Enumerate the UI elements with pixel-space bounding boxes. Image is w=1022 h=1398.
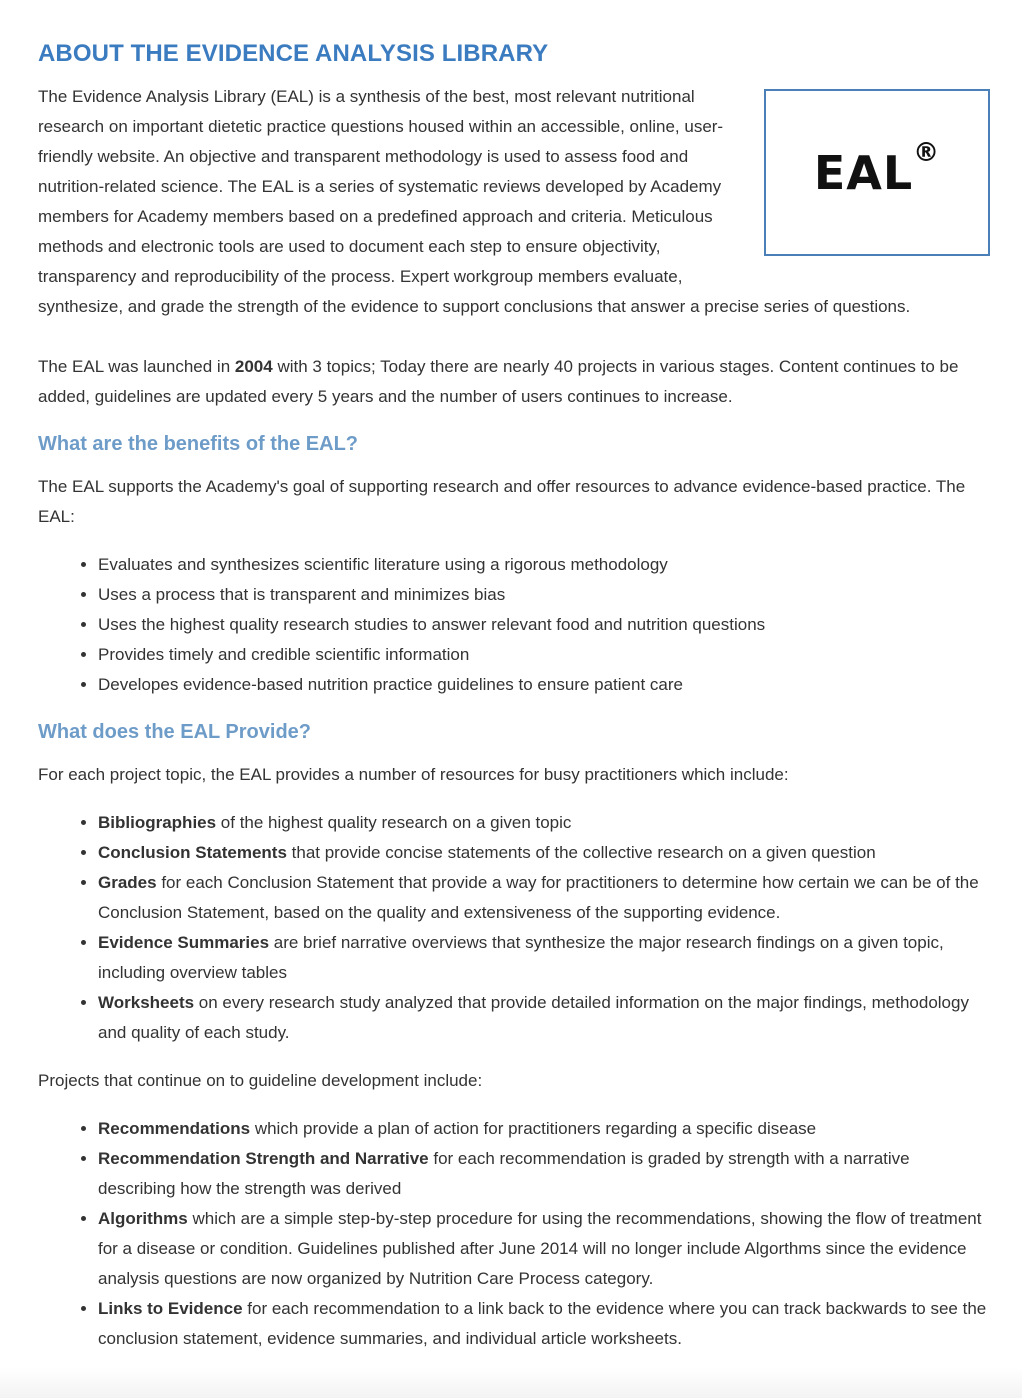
item-desc: which are a simple step-by-step procedure for using the recommendations, showing the flow of treatment for a disease or condition. Guidelines published after June 2014 will no longer include Algorthms since the evidence analysis questions are now organized by Nutrition Care Process category. <box>98 1209 982 1288</box>
list-item: • Provides timely and credible scientific information <box>98 640 990 670</box>
guidelines-intro: Projects that continue on to guideline development include: <box>38 1071 483 1090</box>
list-item <box>98 808 990 838</box>
launch-text-before: The EAL was launched in <box>38 357 235 376</box>
item-term: Recommendation Strength and Narrative <box>98 1149 429 1168</box>
item-desc: for each recommendation is graded by strength with a narrative describing how the strength was derived <box>98 1149 910 1198</box>
launch-text-after: with 3 topics; Today there are nearly 40 projects in various stages. Content continues to be added, guidelines are updated every 5 years and the number of users continues to increase. <box>38 357 959 406</box>
intro-paragraph: The Evidence Analysis Library (EAL) is a synthesis of the best, most relevant nutritional research on important dietetic practice questions housed within an accessible, online, user-friendly website. An objective and transparent methodology is used to assess food and nutrition-related science. The EAL is a series of systematic reviews developed by Academy members for Academy members based on a predefined approach and criteria. Meticulous methods and electronic tools are used to document each step to ensure objectivity, transparency and reproducibility of the process. Expert workgroup members evaluate, synthesize, and grade the strength of the evidence to support conclusions that answer a precise series of questions. <box>38 87 911 316</box>
item-desc: which provide a plan of action for practitioners regarding a specific disease <box>250 1119 817 1138</box>
benefits-intro: The EAL supports the Academy's goal of supporting research and offer resources to advance evidence-based practice. The EAL: <box>38 477 966 526</box>
list-item <box>98 1294 990 1354</box>
item-term: Evidence Summaries <box>98 933 270 952</box>
item-desc: that provide concise statements of the collective research on a given question <box>286 843 876 862</box>
item-term: Grades <box>98 873 157 892</box>
registered-mark: ® <box>913 137 941 168</box>
item-term: Algorithms <box>98 1209 188 1228</box>
list-item: • Evaluates and synthesizes scientific literature using a rigorous methodology <box>98 550 990 580</box>
benefits-list <box>38 550 990 700</box>
list-item <box>98 1144 990 1204</box>
eal-logo-text: EAL <box>813 145 914 200</box>
item-term: Recommendations <box>98 1119 251 1138</box>
provides-intro: For each project topic, the EAL provides a number of resources for busy practitioners which include: <box>38 765 789 784</box>
list-item <box>98 838 990 868</box>
page-title: ABOUT THE EVIDENCE ANALYSIS LIBRARY <box>38 40 549 67</box>
eal-logo <box>813 137 941 200</box>
item-term: Worksheets <box>98 993 195 1012</box>
item-desc: for each recommendation to a link back to the evidence where you can track backwards to see the conclusion statement, evidence summaries, and individual article worksheets. <box>98 1299 987 1348</box>
provides-heading: What does the EAL Provide? <box>38 721 311 743</box>
eal-logo-box <box>764 89 990 256</box>
benefits-heading: What are the benefits of the EAL? <box>38 433 359 455</box>
list-item <box>98 928 990 988</box>
list-item: • Uses a process that is transparent and minimizes bias <box>98 580 990 610</box>
launch-year: 2004 <box>234 357 273 376</box>
item-desc: on every research study analyzed that provide detailed information on the major findings, methodology and quality of each study. <box>98 993 969 1042</box>
list-item: • Uses the highest quality research studies to answer relevant food and nutrition questions <box>98 610 990 640</box>
launch-paragraph <box>38 352 990 412</box>
list-item <box>98 988 990 1048</box>
item-desc: are brief narrative overviews that synthesize the major research findings on a given topic, including overview tables <box>98 933 944 982</box>
main-content <box>38 38 990 1354</box>
item-term: Bibliographies <box>98 813 217 832</box>
item-term: Links to Evidence <box>98 1299 243 1318</box>
item-desc: of the highest quality research on a given topic <box>216 813 572 832</box>
list-item <box>98 868 990 928</box>
guidelines-list <box>38 1114 990 1354</box>
item-desc: for each Conclusion Statement that provide a way for practitioners to determine how certain we can be of the Conclusion Statement, based on the quality and extensiveness of the supporting evidence. <box>98 873 979 922</box>
item-term: Conclusion Statements <box>98 843 287 862</box>
provides-list <box>38 808 990 1048</box>
bottom-fade <box>0 1368 1022 1398</box>
list-item: • Developes evidence-based nutrition practice guidelines to ensure patient care <box>98 670 990 700</box>
list-item <box>98 1114 990 1144</box>
list-item <box>98 1204 990 1294</box>
